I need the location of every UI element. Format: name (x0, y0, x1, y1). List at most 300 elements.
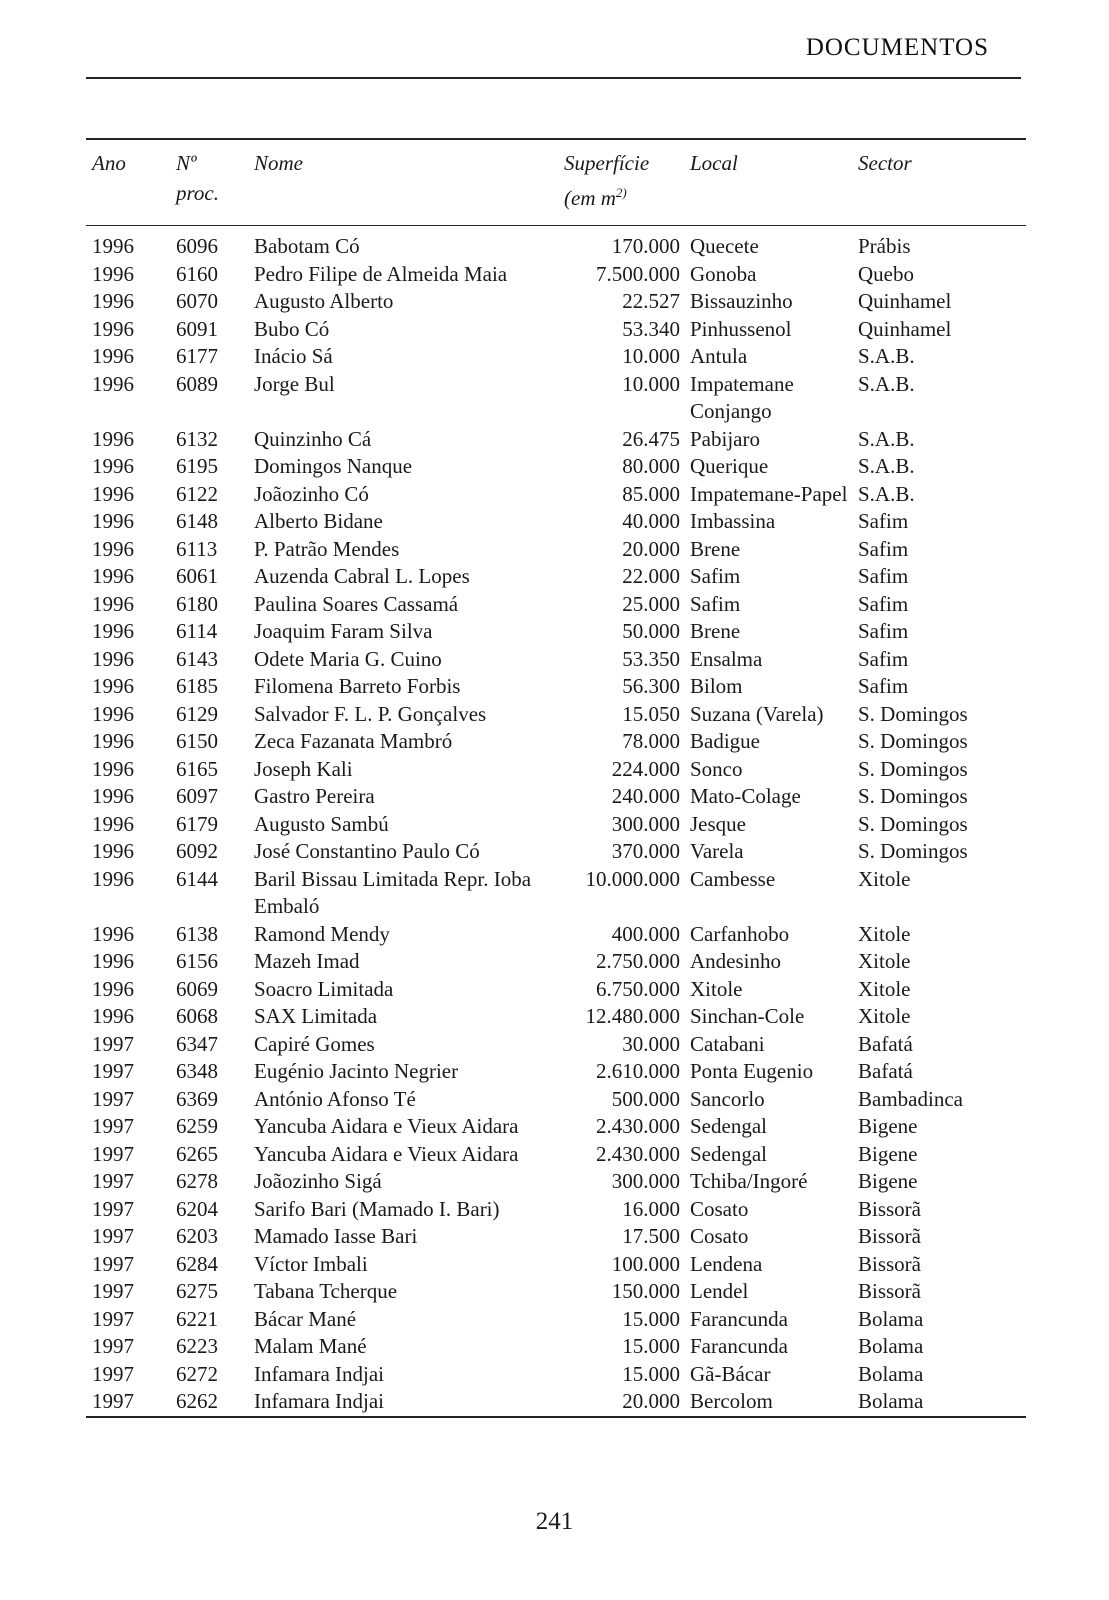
column-header-nome (254, 139, 564, 226)
cell-nome: SAX Limitada (254, 1004, 378, 1028)
cell-nome: Infamara Indjai (254, 1389, 385, 1413)
cell-sector: S.A.B. (858, 426, 915, 451)
table-row (86, 1141, 1026, 1169)
cell-nome: Augusto Sambú (254, 811, 389, 836)
cell-ano: 1997 (92, 1059, 134, 1083)
table-row (86, 1086, 1026, 1114)
table-row (86, 921, 1026, 949)
table-row (86, 1058, 1026, 1086)
cell-sector: Quebo (858, 261, 914, 286)
cell-local: Quecete (690, 234, 759, 258)
sector-header-label: Sector (858, 151, 912, 175)
cell-ano: 1996 (92, 289, 134, 313)
cell-sector: S. Domingos (858, 756, 968, 781)
cell-ano: 1996 (92, 261, 134, 286)
cell-nome: Inácio Sá (254, 344, 333, 368)
cell-proc: 6092 (176, 839, 218, 863)
cell-proc: 6185 (176, 674, 218, 698)
cell-sector: Quinhamel (858, 316, 952, 341)
cell-sector: S.A.B. (858, 454, 915, 478)
cell-sector: Safim (858, 536, 909, 561)
cell-sector: Bissorã (858, 1279, 921, 1303)
cell-proc: 6275 (176, 1279, 218, 1303)
cell-superficie: 100.000 (611, 1251, 680, 1276)
cell-sector: Safim (858, 509, 909, 533)
cell-superficie: 15.050 (622, 701, 680, 726)
cell-local: Tchiba/Ingoré (690, 1169, 808, 1193)
cell-local: Cosato (690, 1224, 749, 1248)
cell-proc: 6284 (176, 1251, 218, 1276)
cell-nome: Yancuba Aidara e Vieux Aidara (254, 1114, 519, 1138)
cell-local: Sancorlo (690, 1086, 765, 1111)
cell-local: Varela (690, 839, 744, 863)
column-header-superficie (564, 139, 680, 226)
cell-nome: Filomena Barreto Forbis (254, 674, 461, 698)
table-row (86, 371, 1026, 426)
cell-ano: 1996 (92, 481, 134, 506)
cell-local: Querique (690, 454, 769, 478)
table-row (86, 226, 1026, 261)
cell-local: Sonco (690, 756, 743, 781)
cell-proc: 6068 (176, 1004, 218, 1028)
cell-local: Cosato (690, 1196, 749, 1221)
cell-proc: 6278 (176, 1169, 218, 1193)
cell-local: Brene (690, 536, 741, 561)
cell-nome: José Constantino Paulo Có (254, 839, 480, 863)
cell-local: Bissauzinho (690, 289, 793, 313)
cell-local: Antula (690, 344, 748, 368)
cell-nome: Soacro Limitada (254, 976, 394, 1001)
land-concession-table (86, 138, 1026, 1418)
table-row (86, 316, 1026, 344)
ano-header-label: Ano (92, 151, 126, 175)
cell-local: Suzana (Varela) (690, 701, 824, 726)
cell-sector: Bigene (858, 1169, 918, 1193)
cell-local: Carfanhobo (690, 921, 790, 946)
cell-proc: 6091 (176, 316, 218, 341)
cell-ano: 1997 (92, 1196, 134, 1221)
cell-nome: Malam Mané (254, 1334, 367, 1358)
cell-local: Pinhussenol (690, 316, 792, 341)
cell-sector: S. Domingos (858, 811, 968, 836)
table-row (86, 1196, 1026, 1224)
proc-header-line1: Nº (176, 151, 197, 175)
nome-header-label: Nome (254, 151, 303, 175)
table-row (86, 426, 1026, 454)
cell-nome: Paulina Soares Cassamá (254, 591, 459, 616)
cell-superficie: 500.000 (611, 1086, 680, 1111)
cell-local: Gã-Bácar (690, 1361, 771, 1386)
cell-proc: 6129 (176, 701, 218, 726)
cell-sector: Quinhamel (858, 289, 952, 313)
cell-local: Pabijaro (690, 426, 760, 451)
cell-superficie: 85.000 (622, 481, 680, 506)
table-row (86, 701, 1026, 729)
cell-sector: Bissorã (858, 1251, 921, 1276)
cell-ano: 1997 (92, 1251, 134, 1276)
cell-nome: Jorge Bul (254, 371, 335, 396)
cell-proc: 6132 (176, 426, 218, 451)
column-header-local (680, 139, 858, 226)
cell-local: Safim (690, 591, 741, 616)
cell-ano: 1996 (92, 316, 134, 341)
table-row (86, 1168, 1026, 1196)
cell-superficie: 17.500 (622, 1224, 680, 1248)
cell-proc: 6070 (176, 289, 218, 313)
cell-sector: Safim (858, 564, 909, 588)
cell-proc: 6061 (176, 564, 218, 588)
cell-local: Farancunda (690, 1306, 788, 1331)
cell-nome: Gastro Pereira (254, 784, 375, 808)
cell-superficie: 2.750.000 (596, 949, 680, 973)
cell-nome: Babotam Có (254, 234, 360, 258)
table-row (86, 1388, 1026, 1417)
running-title: DOCUMENTOS (805, 34, 989, 61)
cell-sector: Safim (858, 674, 909, 698)
cell-sector: Safim (858, 646, 909, 671)
table-row (86, 591, 1026, 619)
cell-ano: 1996 (92, 509, 134, 533)
cell-nome: Joãozinho Có (254, 481, 369, 506)
table-row (86, 563, 1026, 591)
proc-header-line2: proc. (176, 181, 219, 205)
header-rule (86, 77, 1021, 79)
cell-nome: Domingos Nanque (254, 454, 413, 478)
cell-nome: Pedro Filipe de Almeida Maia (254, 261, 508, 286)
table-row (86, 1113, 1026, 1141)
cell-ano: 1997 (92, 1361, 134, 1386)
cell-ano: 1997 (92, 1141, 134, 1166)
table-row (86, 728, 1026, 756)
cell-superficie: 370.000 (611, 839, 680, 863)
table-row (86, 453, 1026, 481)
cell-sector: S. Domingos (858, 784, 968, 808)
cell-sector: Bissorã (858, 1224, 921, 1248)
cell-superficie: 20.000 (622, 536, 680, 561)
cell-superficie: 80.000 (622, 454, 680, 478)
cell-nome: Salvador F. L. P. Gonçalves (254, 701, 487, 726)
table-row (86, 481, 1026, 509)
page-number: 241 (535, 1508, 574, 1535)
cell-proc: 6113 (176, 536, 218, 561)
cell-proc: 6223 (176, 1334, 218, 1358)
cell-superficie: 12.480.000 (585, 1004, 680, 1028)
cell-ano: 1996 (92, 371, 134, 396)
cell-superficie: 78.000 (622, 729, 680, 753)
cell-proc: 6272 (176, 1361, 218, 1386)
cell-local: Farancunda (690, 1334, 788, 1358)
cell-local: Gonoba (690, 261, 757, 286)
cell-local: Bercolom (690, 1389, 773, 1413)
cell-superficie: 240.000 (611, 784, 680, 808)
superficie-header-line2: (em m (564, 186, 616, 210)
cell-nome: Mamado Iasse Bari (254, 1224, 418, 1248)
cell-nome: Joãozinho Sigá (254, 1169, 382, 1193)
cell-ano: 1996 (92, 646, 134, 671)
cell-ano: 1996 (92, 811, 134, 836)
cell-local: Ensalma (690, 646, 763, 671)
cell-proc: 6180 (176, 591, 218, 616)
cell-superficie: 15.000 (622, 1334, 680, 1358)
table-row (86, 783, 1026, 811)
superficie-header-line1: Superfície (564, 151, 650, 175)
table-row (86, 646, 1026, 674)
table-row (86, 1333, 1026, 1361)
cell-ano: 1996 (92, 976, 134, 1001)
table-row (86, 1361, 1026, 1389)
cell-superficie: 400.000 (611, 921, 680, 946)
cell-superficie: 26.475 (622, 426, 680, 451)
land-concession-table-wrapper (86, 138, 1021, 1418)
cell-sector: Bigene (858, 1141, 918, 1166)
cell-sector: Xitole (858, 866, 911, 891)
table-header (86, 139, 1026, 226)
cell-ano: 1997 (92, 1389, 134, 1413)
cell-proc: 6144 (176, 866, 218, 891)
column-header-proc (176, 139, 254, 226)
cell-sector: Bafatá (858, 1031, 913, 1056)
table-row (86, 866, 1026, 921)
table-row (86, 1278, 1026, 1306)
cell-sector: Bolama (858, 1361, 924, 1386)
cell-sector: Safim (858, 619, 909, 643)
cell-proc: 6160 (176, 261, 218, 286)
cell-proc: 6203 (176, 1224, 218, 1248)
cell-superficie: 300.000 (611, 1169, 680, 1193)
cell-proc: 6369 (176, 1086, 218, 1111)
cell-nome: Bubo Có (254, 316, 330, 341)
cell-ano: 1997 (92, 1224, 134, 1248)
table-row (86, 508, 1026, 536)
cell-nome: Auzenda Cabral L. Lopes (254, 564, 470, 588)
table-row (86, 1003, 1026, 1031)
cell-superficie: 7.500.000 (596, 261, 680, 286)
cell-nome: Ramond Mendy (254, 921, 390, 946)
cell-local: Brene (690, 619, 741, 643)
cell-sector: Bafatá (858, 1059, 913, 1083)
cell-superficie: 150.000 (611, 1279, 680, 1303)
cell-nome: Joaquim Faram Silva (254, 619, 433, 643)
cell-proc: 6097 (176, 784, 218, 808)
cell-ano: 1997 (92, 1169, 134, 1193)
cell-nome: Víctor Imbali (254, 1251, 368, 1276)
cell-sector: Bolama (858, 1334, 924, 1358)
cell-local: Safim (690, 564, 741, 588)
table-row (86, 536, 1026, 564)
cell-local: Jesque (690, 811, 746, 836)
cell-local: Impatemane-Papel (690, 481, 848, 506)
cell-nome: Augusto Alberto (254, 289, 394, 313)
cell-proc: 6259 (176, 1114, 218, 1138)
cell-superficie: 22.000 (622, 564, 680, 588)
cell-proc: 6143 (176, 646, 218, 671)
cell-ano: 1996 (92, 756, 134, 781)
local-header-label: Local (690, 151, 738, 175)
table-row (86, 811, 1026, 839)
cell-superficie: 15.000 (622, 1361, 680, 1386)
cell-local: Ponta Eugenio (690, 1059, 814, 1083)
cell-proc: 6089 (176, 371, 218, 396)
cell-sector: Prábis (858, 234, 911, 258)
cell-ano: 1997 (92, 1334, 134, 1358)
cell-local: Sedengal (690, 1114, 767, 1138)
cell-superficie: 15.000 (622, 1306, 680, 1331)
cell-local: Impatemane Conjango (690, 371, 794, 423)
cell-local: Lendel (690, 1279, 749, 1303)
cell-superficie: 22.527 (622, 289, 680, 313)
cell-local: Catabani (690, 1031, 765, 1056)
cell-nome: Tabana Tcherque (254, 1279, 398, 1303)
cell-ano: 1997 (92, 1031, 134, 1056)
cell-ano: 1996 (92, 729, 134, 753)
cell-ano: 1996 (92, 949, 134, 973)
table-row (86, 1306, 1026, 1334)
cell-sector: Xitole (858, 1004, 911, 1028)
table-row (86, 1251, 1026, 1279)
cell-ano: 1996 (92, 1004, 134, 1028)
cell-sector: Bigene (858, 1114, 918, 1138)
cell-nome: Joseph Kali (254, 756, 353, 781)
cell-sector: S.A.B. (858, 344, 915, 368)
cell-local: Andesinho (690, 949, 781, 973)
cell-proc: 6165 (176, 756, 218, 781)
cell-proc: 6150 (176, 729, 218, 753)
cell-ano: 1996 (92, 564, 134, 588)
cell-superficie: 20.000 (622, 1389, 680, 1413)
cell-sector: Bambadinca (858, 1086, 963, 1111)
cell-superficie: 10.000 (622, 344, 680, 368)
cell-superficie: 56.300 (622, 674, 680, 698)
cell-sector: S. Domingos (858, 839, 968, 863)
cell-sector: Xitole (858, 976, 911, 1001)
cell-superficie: 25.000 (622, 591, 680, 616)
cell-superficie: 16.000 (622, 1196, 680, 1221)
cell-nome: P. Patrão Mendes (254, 536, 400, 561)
cell-proc: 6069 (176, 976, 218, 1001)
table-row (86, 838, 1026, 866)
cell-local: Sedengal (690, 1141, 767, 1166)
cell-ano: 1996 (92, 454, 134, 478)
cell-nome: Bácar Mané (254, 1306, 357, 1331)
cell-nome: Capiré Gomes (254, 1031, 375, 1056)
table-row (86, 673, 1026, 701)
superficie-header-superscript: 2) (615, 185, 627, 200)
cell-proc: 6179 (176, 811, 218, 836)
table-row (86, 618, 1026, 646)
column-header-ano (86, 139, 176, 226)
cell-nome: Zeca Fazanata Mambró (254, 729, 453, 753)
cell-superficie: 6.750.000 (596, 976, 680, 1001)
cell-superficie: 2.430.000 (596, 1141, 680, 1166)
cell-ano: 1996 (92, 674, 134, 698)
cell-local: Sinchan-Cole (690, 1004, 805, 1028)
cell-local: Cambesse (690, 866, 776, 891)
cell-proc: 6156 (176, 949, 218, 973)
cell-nome: Infamara Indjai (254, 1361, 385, 1386)
cell-sector: S. Domingos (858, 729, 968, 753)
cell-ano: 1997 (92, 1086, 134, 1111)
cell-nome: Mazeh Imad (254, 949, 360, 973)
cell-proc: 6122 (176, 481, 218, 506)
cell-local: Xitole (690, 976, 743, 1001)
cell-proc: 6347 (176, 1031, 218, 1056)
cell-sector: S.A.B. (858, 371, 915, 396)
table-row (86, 1031, 1026, 1059)
cell-proc: 6148 (176, 509, 218, 533)
cell-ano: 1997 (92, 1279, 134, 1303)
cell-superficie: 2.610.000 (596, 1059, 680, 1083)
cell-sector: Bissorã (858, 1196, 921, 1221)
cell-proc: 6265 (176, 1141, 218, 1166)
cell-superficie: 10.000.000 (585, 866, 680, 891)
cell-nome: António Afonso Té (254, 1086, 416, 1111)
cell-nome: Sarifo Bari (Mamado I. Bari) (254, 1196, 500, 1221)
table-row (86, 343, 1026, 371)
cell-superficie: 53.340 (622, 316, 680, 341)
cell-sector: Safim (858, 591, 909, 616)
cell-proc: 6096 (176, 234, 218, 258)
cell-sector: Bolama (858, 1306, 924, 1331)
cell-nome: Yancuba Aidara e Vieux Aidara (254, 1141, 519, 1166)
cell-ano: 1996 (92, 701, 134, 726)
cell-ano: 1997 (92, 1114, 134, 1138)
cell-sector: S. Domingos (858, 701, 968, 726)
cell-superficie: 50.000 (622, 619, 680, 643)
cell-local: Lendena (690, 1251, 763, 1276)
cell-ano: 1996 (92, 866, 134, 891)
cell-ano: 1996 (92, 426, 134, 451)
cell-superficie: 2.430.000 (596, 1114, 680, 1138)
cell-proc: 6348 (176, 1059, 218, 1083)
cell-superficie: 53.350 (622, 646, 680, 671)
header-row (86, 139, 1026, 226)
table-row (86, 288, 1026, 316)
cell-ano: 1996 (92, 839, 134, 863)
cell-local: Badigue (690, 729, 760, 753)
cell-ano: 1997 (92, 1306, 134, 1331)
cell-nome: Alberto Bidane (254, 509, 383, 533)
cell-proc: 6195 (176, 454, 218, 478)
cell-ano: 1996 (92, 921, 134, 946)
cell-local: Mato-Colage (690, 784, 801, 808)
cell-superficie: 30.000 (622, 1031, 680, 1056)
column-header-sector (858, 139, 1026, 226)
cell-proc: 6138 (176, 921, 218, 946)
cell-superficie: 10.000 (622, 371, 680, 396)
cell-proc: 6114 (176, 619, 218, 643)
cell-nome: Eugénio Jacinto Negrier (254, 1059, 459, 1083)
cell-nome: Odete Maria G. Cuino (254, 646, 442, 671)
cell-sector: S.A.B. (858, 481, 915, 506)
cell-superficie: 170.000 (611, 234, 680, 258)
cell-proc: 6204 (176, 1196, 218, 1221)
cell-ano: 1996 (92, 536, 134, 561)
cell-ano: 1996 (92, 784, 134, 808)
table-row (86, 976, 1026, 1004)
cell-proc: 6221 (176, 1306, 218, 1331)
cell-sector: Xitole (858, 921, 911, 946)
cell-sector: Xitole (858, 949, 911, 973)
cell-proc: 6177 (176, 344, 218, 368)
table-row (86, 261, 1026, 289)
cell-nome: Quinzinho Cá (254, 426, 372, 451)
cell-nome: Baril Bissau Limitada Repr. Ioba Embaló (254, 866, 532, 918)
cell-ano: 1996 (92, 234, 134, 258)
cell-sector: Bolama (858, 1389, 924, 1413)
cell-ano: 1996 (92, 591, 134, 616)
table-row (86, 756, 1026, 784)
cell-ano: 1996 (92, 619, 134, 643)
